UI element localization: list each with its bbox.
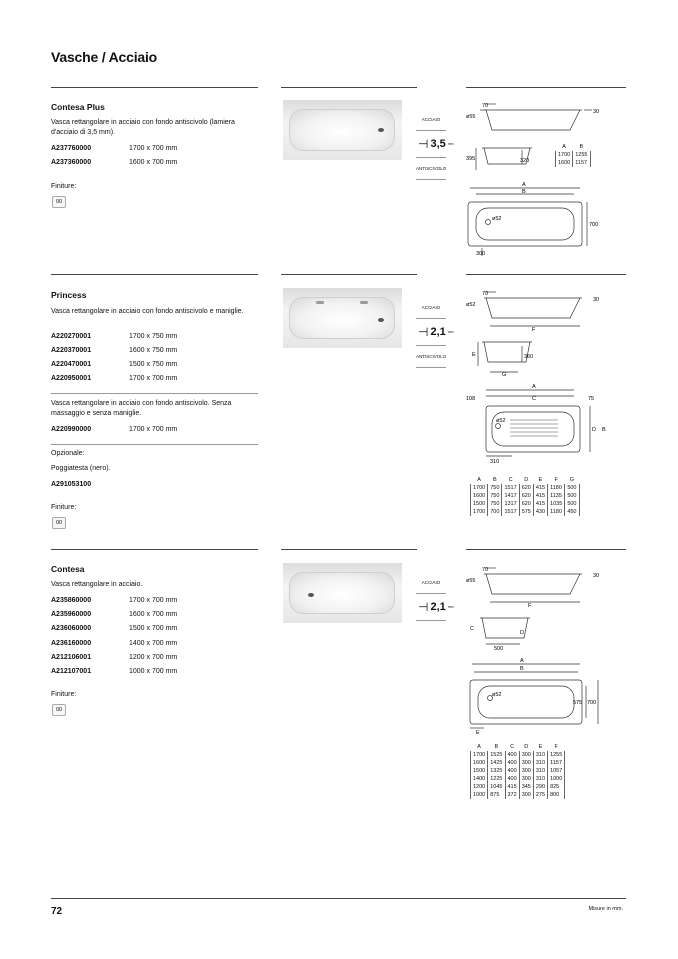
table-cell: 1135 <box>548 492 565 500</box>
product-code: A235860000 <box>51 597 92 604</box>
table-row <box>471 775 565 783</box>
optional-label: Opzionale: <box>51 450 85 457</box>
divider <box>51 393 258 394</box>
table-cell: 825 <box>548 783 565 791</box>
spec-column <box>416 563 454 621</box>
dim-label: B <box>520 666 524 672</box>
dim-label: D <box>592 427 596 433</box>
table-cell: 400 <box>505 767 519 775</box>
table-cell: 290 <box>533 783 547 791</box>
divider <box>466 87 626 88</box>
antislip-label: ANTISCIVOLO <box>416 354 447 359</box>
finish-swatch: 00 <box>52 196 66 208</box>
table-cell: 300 <box>519 791 533 799</box>
technical-drawing <box>462 286 612 471</box>
dim-label: ø55 <box>466 114 476 120</box>
dimension-table <box>470 742 565 799</box>
divider <box>416 318 446 319</box>
table-header-cell: A <box>477 743 481 750</box>
dimension-table <box>555 142 591 167</box>
product-code: A236160000 <box>51 640 92 647</box>
table-cell: 1180 <box>548 508 565 516</box>
table-cell: 1500 <box>471 767 488 775</box>
dim-label: 700 <box>587 700 597 706</box>
dim-label: C <box>470 626 474 632</box>
table-row <box>471 783 565 791</box>
table-cell: 310 <box>533 767 547 775</box>
section-description: Vasca rettangolare in acciaio. <box>51 581 143 588</box>
table-cell: 310 <box>533 775 547 783</box>
table-header-cell: C <box>508 476 513 483</box>
product-code: A220950001 <box>51 375 92 382</box>
dim-label: A <box>522 182 526 188</box>
page-number: 72 <box>51 906 63 917</box>
product-code: A235960000 <box>51 611 92 618</box>
dim-label: ø52 <box>492 216 502 222</box>
dim-label: F <box>528 603 532 609</box>
dim-label: 70 <box>482 103 489 109</box>
product-size: 1700 x 700 mm <box>129 426 178 433</box>
table-header-cell: E <box>538 743 543 750</box>
table-row <box>471 751 565 759</box>
table-header-row <box>556 142 591 151</box>
dim-label: 30 <box>593 297 600 303</box>
product-size: 1500 x 750 mm <box>129 361 178 368</box>
product-code: A212107001 <box>51 668 92 675</box>
dim-label: B <box>602 427 606 433</box>
optional-item: Poggiatesta (nero). <box>51 465 111 472</box>
table-cell: 400 <box>505 775 519 783</box>
dim-label: 700 <box>589 222 599 228</box>
dim-label: A <box>520 658 524 664</box>
table-row <box>471 759 565 767</box>
divider <box>416 620 446 621</box>
table-cell: 1600 <box>471 759 488 767</box>
divider <box>416 367 446 368</box>
bathtub-image <box>289 572 395 614</box>
product-size: 1600 x 750 mm <box>129 347 178 354</box>
table-cell: 575 <box>519 508 533 516</box>
table-cell: 1700 <box>471 751 488 759</box>
antislip-label: ANTISCIVOLO <box>416 166 447 171</box>
section-description: Vasca rettangolare in acciaio con fondo antiscivolo (lamiera d'acciaio di 3,5 mm). <box>51 119 235 136</box>
table-header-cell: A <box>562 143 566 150</box>
dim-label: D <box>520 630 524 636</box>
product-size: 1500 x 700 mm <box>129 625 178 632</box>
table-cell: 345 <box>519 783 533 791</box>
table-cell: 620 <box>519 500 533 508</box>
table-cell: 1517 <box>502 484 519 492</box>
table-cell: 415 <box>533 484 547 492</box>
thickness-value: 2,1 <box>430 601 446 613</box>
thickness-icon: ⊣ <box>418 325 429 339</box>
table-cell: 415 <box>505 783 519 791</box>
drain-icon <box>378 128 384 132</box>
table-cell: 372 <box>505 791 519 799</box>
table-cell: 500 <box>565 492 579 500</box>
dim-label: 30 <box>593 109 600 115</box>
finishes-label: Finiture: <box>51 183 77 190</box>
finish-swatch: 00 <box>52 704 66 716</box>
section-description: Vasca rettangolare in acciaio con fondo antiscivolo. Senza massaggio e senza maniglie. <box>51 400 232 417</box>
table-header-cell: F <box>554 476 558 483</box>
drain-icon <box>378 318 384 322</box>
table-cell: 310 <box>533 751 547 759</box>
table-cell: 1045 <box>488 783 505 791</box>
table-cell: 300 <box>519 759 533 767</box>
divider <box>51 274 258 275</box>
table-cell: 1417 <box>502 492 519 500</box>
table-cell: 1255 <box>548 751 565 759</box>
product-code: A220370001 <box>51 347 92 354</box>
product-code: A220270001 <box>51 333 92 340</box>
dim-label: 320 <box>520 158 530 164</box>
divider <box>416 593 446 594</box>
table-cell: 1200 <box>471 783 488 791</box>
product-photo <box>283 563 402 623</box>
dim-label: 108 <box>466 396 476 402</box>
divider <box>51 549 258 550</box>
table-cell: 750 <box>488 500 502 508</box>
divider <box>416 345 446 346</box>
dim-label: E <box>476 730 480 736</box>
table-header-cell: D <box>524 476 529 483</box>
table-row <box>471 791 565 799</box>
divider <box>416 130 446 131</box>
table-cell: 450 <box>565 508 579 516</box>
table-body <box>471 751 565 799</box>
table-cell: 1325 <box>488 767 505 775</box>
page-title: Vasche / Acciaio <box>51 49 158 65</box>
table-header-cell: G <box>569 476 575 483</box>
table-cell: 1180 <box>548 484 565 492</box>
table-cell: 800 <box>548 791 565 799</box>
thickness-spec <box>418 137 454 151</box>
thickness-value: 2,1 <box>430 326 446 338</box>
handle-icon <box>316 301 324 304</box>
product-code: A220470001 <box>51 361 92 368</box>
table-cell: 300 <box>519 751 533 759</box>
thickness-unit: mm <box>447 330 454 334</box>
table-row <box>556 151 591 159</box>
table-cell: 400 <box>505 759 519 767</box>
table-cell: 1035 <box>548 500 565 508</box>
table-header-row <box>471 475 580 484</box>
table-row <box>471 508 580 516</box>
dim-label: 75 <box>588 396 595 402</box>
thickness-unit: mm <box>447 142 454 146</box>
dim-label: ø52 <box>466 302 476 308</box>
product-code: A212106001 <box>51 654 92 661</box>
table-cell: 300 <box>519 775 533 783</box>
divider <box>281 274 417 275</box>
material-label: ACCIAIO <box>421 305 441 310</box>
material-label: ACCIAIO <box>421 117 441 122</box>
table-cell: 1157 <box>573 159 590 167</box>
table-header-cell: B <box>493 476 497 483</box>
table-cell: 1057 <box>548 767 565 775</box>
table-cell: 1400 <box>471 775 488 783</box>
dim-label: ø55 <box>466 578 476 584</box>
table-cell: 1600 <box>556 159 573 167</box>
table-cell: 875 <box>488 791 505 799</box>
dim-label: A <box>532 384 536 390</box>
table-cell: 1157 <box>548 759 565 767</box>
product-size: 1000 x 700 mm <box>129 668 178 675</box>
dim-label: F <box>532 327 536 333</box>
bathtub-image <box>289 109 395 151</box>
finishes-label: Finiture: <box>51 504 77 511</box>
product-photo <box>283 100 402 160</box>
table-cell: 300 <box>519 767 533 775</box>
dim-label: 500 <box>494 646 504 652</box>
table-cell: 1225 <box>488 775 505 783</box>
dim-label: 575 <box>573 700 583 706</box>
table-cell: 400 <box>505 751 519 759</box>
divider <box>416 179 446 180</box>
table-cell: 1255 <box>573 151 590 159</box>
table-cell: 750 <box>488 484 502 492</box>
table-cell: 1500 <box>471 500 488 508</box>
divider <box>51 444 258 445</box>
dim-label: ø52 <box>496 418 506 424</box>
table-cell: 1700 <box>556 151 573 159</box>
table-cell: 1317 <box>502 500 519 508</box>
footer-note: Misure in mm. <box>588 906 623 912</box>
dim-label: E <box>472 352 476 358</box>
table-cell: 1517 <box>502 508 519 516</box>
thickness-icon: ⊣ <box>418 137 429 151</box>
material-label: ACCIAIO <box>421 580 441 585</box>
table-cell: 1525 <box>488 751 505 759</box>
product-size: 1700 x 700 mm <box>129 597 178 604</box>
product-code: A237360000 <box>51 159 92 166</box>
finishes-label: Finiture: <box>51 691 77 698</box>
thickness-value: 3,5 <box>430 138 446 150</box>
footer-divider <box>51 898 626 899</box>
dim-label: ø52 <box>492 692 502 698</box>
table-cell: 500 <box>565 484 579 492</box>
table-cell: 1700 <box>471 508 488 516</box>
table-cell: 275 <box>533 791 547 799</box>
table-row <box>471 492 580 500</box>
divider <box>281 549 417 550</box>
dim-label: B <box>522 189 526 195</box>
table-row <box>556 159 591 167</box>
table-cell: 1425 <box>488 759 505 767</box>
bathtub-image <box>289 297 395 339</box>
table-cell: 430 <box>533 508 547 516</box>
handle-icon <box>360 301 368 304</box>
table-row <box>471 500 580 508</box>
table-cell: 700 <box>488 508 502 516</box>
table-header-row <box>471 742 565 751</box>
divider <box>466 274 626 275</box>
product-size: 1200 x 700 mm <box>129 654 178 661</box>
dim-label: 360 <box>524 354 534 360</box>
table-header-cell: B <box>579 143 584 150</box>
spec-column <box>416 100 454 180</box>
table-header-cell: E <box>538 476 543 483</box>
section-description: Vasca rettangolare in acciaio con fondo antiscivolo e maniglie. <box>51 308 244 315</box>
table-cell: 415 <box>533 500 547 508</box>
table-row <box>471 767 565 775</box>
product-size: 1700 x 750 mm <box>129 333 178 340</box>
table-cell: 1700 <box>471 484 488 492</box>
dim-label: 395 <box>466 156 476 162</box>
table-cell: 1000 <box>548 775 565 783</box>
product-size: 1700 x 700 mm <box>129 145 178 152</box>
table-cell: 620 <box>519 492 533 500</box>
table-header-cell: F <box>554 743 558 750</box>
product-photo <box>283 288 402 348</box>
table-header-cell: C <box>510 743 515 750</box>
dim-label: 310 <box>490 459 500 465</box>
technical-drawing <box>462 562 612 742</box>
spec-column <box>416 288 454 368</box>
product-code: A220990000 <box>51 426 92 433</box>
finish-swatch: 00 <box>52 517 66 529</box>
dim-label: G <box>502 372 507 378</box>
thickness-unit: mm <box>447 605 454 609</box>
divider <box>281 87 417 88</box>
table-row <box>471 484 580 492</box>
table-cell: 750 <box>488 492 502 500</box>
dim-label: C <box>532 396 536 402</box>
table-cell: 500 <box>565 500 579 508</box>
table-cell: 1600 <box>471 492 488 500</box>
product-size: 1600 x 700 mm <box>129 611 178 618</box>
table-cell: 620 <box>519 484 533 492</box>
table-body <box>556 151 591 167</box>
dim-label: 300 <box>476 251 486 257</box>
dim-label: 30 <box>593 573 600 579</box>
dim-label: 70 <box>482 567 489 573</box>
product-size: 1600 x 700 mm <box>129 159 178 166</box>
table-cell: 310 <box>533 759 547 767</box>
table-header-cell: B <box>494 743 499 750</box>
table-cell: 415 <box>533 492 547 500</box>
section-title: Princess <box>51 290 87 300</box>
dimension-table <box>470 475 580 516</box>
section-title: Contesa <box>51 564 85 574</box>
thickness-spec <box>418 600 454 614</box>
divider <box>51 87 258 88</box>
dim-label: 70 <box>482 291 489 297</box>
table-cell: 1000 <box>471 791 488 799</box>
table-header-cell: D <box>524 743 529 750</box>
divider <box>466 549 626 550</box>
divider <box>416 157 446 158</box>
table-body <box>471 484 580 516</box>
drain-icon <box>308 593 314 597</box>
product-code: A236060000 <box>51 625 92 632</box>
technical-drawing <box>462 98 612 263</box>
product-size: 1700 x 700 mm <box>129 375 178 382</box>
product-size: 1400 x 700 mm <box>129 640 178 647</box>
product-code: A237760000 <box>51 145 92 152</box>
product-code: A291053100 <box>51 481 92 488</box>
thickness-icon: ⊣ <box>418 600 429 614</box>
thickness-spec <box>418 325 454 339</box>
section-title: Contesa Plus <box>51 102 105 112</box>
table-header-cell: A <box>477 476 481 483</box>
